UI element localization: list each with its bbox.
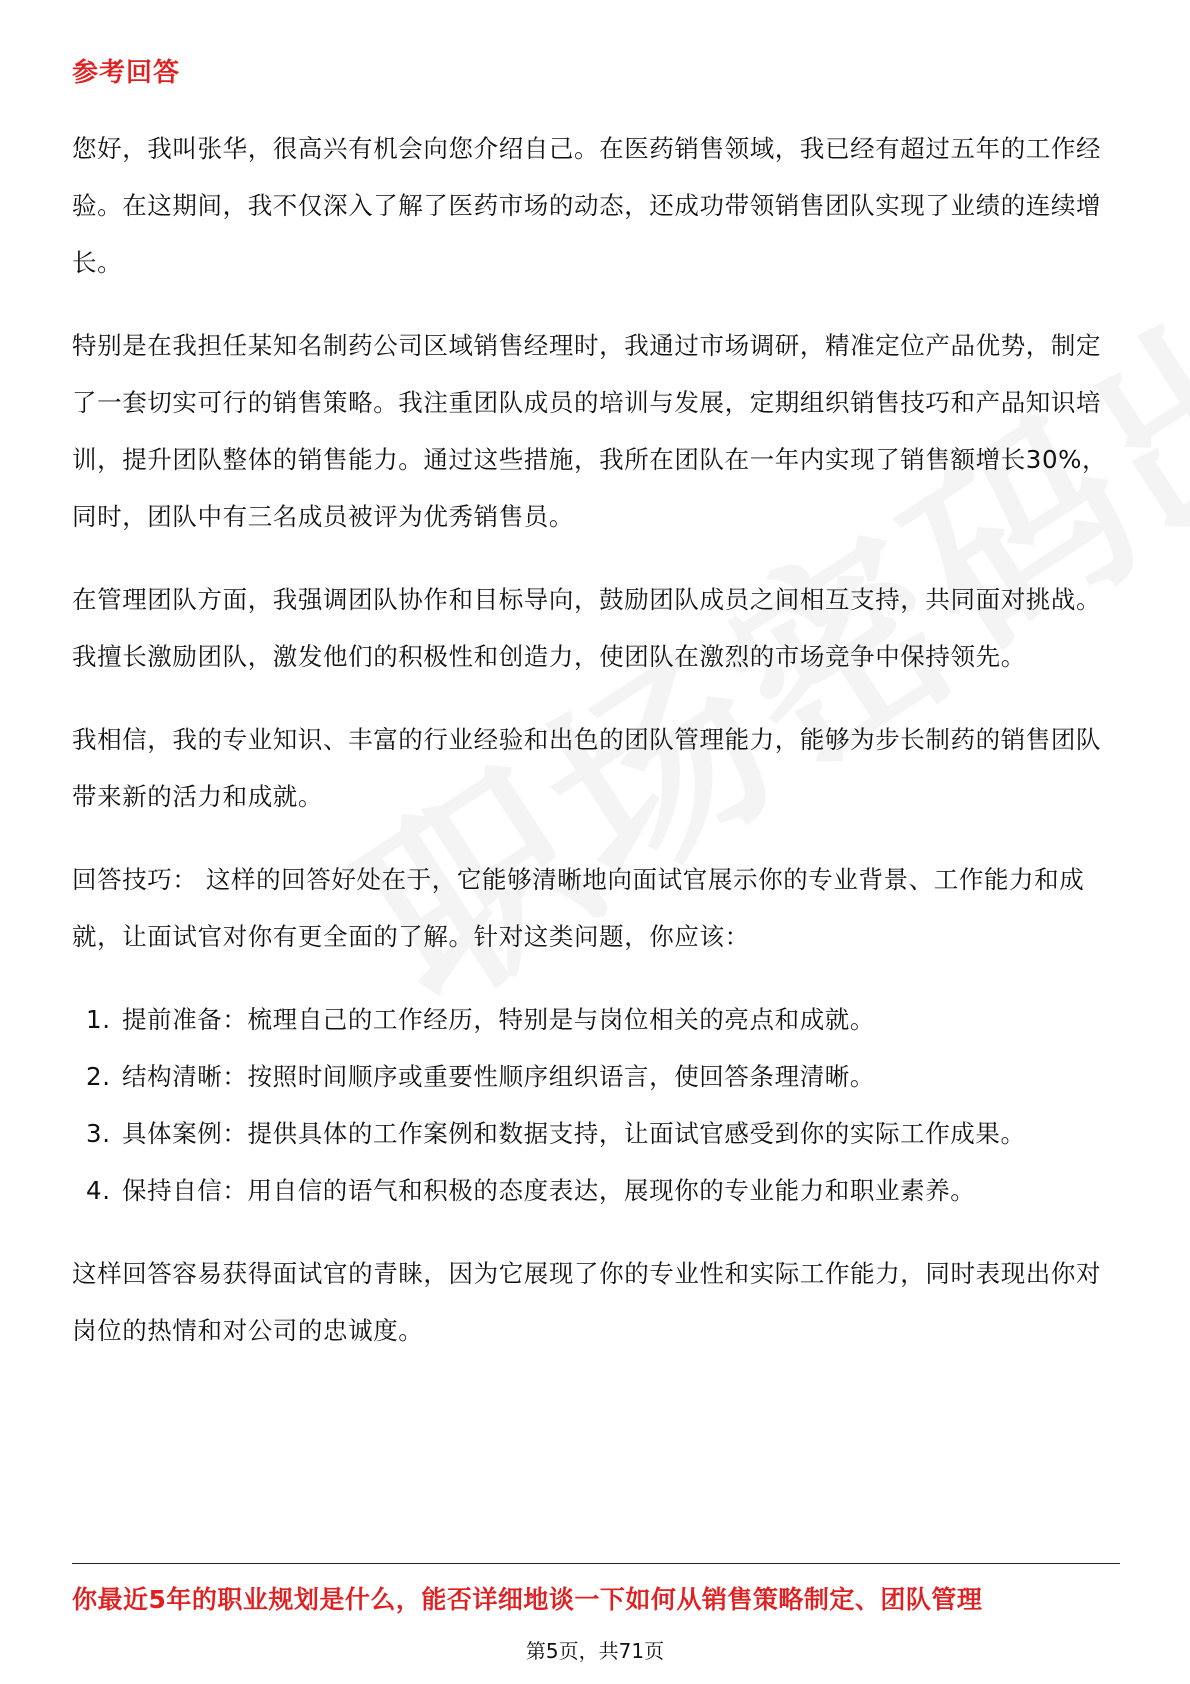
conclusion-paragraph: 我相信，我的专业知识、丰富的行业经验和出色的团队管理能力，能够为步长制药的销售团队带来新的活力和成就。	[72, 725, 1102, 811]
next-question-heading: 你最近5年的职业规划是什么，能否详细地谈一下如何从销售策略制定、团队管理	[72, 1585, 983, 1614]
achievement-paragraph: 特别是在我担任某知名制药公司区域销售经理时，我通过市场调研，精准定位产品优势，制定了一套切实可行的销售策略。我注重团队成员的培训与发展，定期组织销售技巧和产品知识培训，提升团队整体的销售能力。通过这些措施，我所在团队在一年内实现了销售额增长30%，同时，团队中有三名成员被评为优秀销售员。	[72, 331, 1108, 531]
list-item-number: 3.	[86, 1119, 111, 1148]
intro-paragraph: 您好，我叫张华，很高兴有机会向您介绍自己。在医药销售领域，我已经有超过五年的工作经验。在这期间，我不仅深入了解了医药市场的动态，还成功带领销售团队实现了业绩的连续增长。	[72, 134, 1102, 277]
list-item-text: 提前准备：梳理自己的工作经历，特别是与岗位相关的亮点和成就。	[122, 1005, 875, 1034]
list-item	[72, 1105, 1120, 1162]
list-item	[72, 1162, 1120, 1219]
list-item-number: 4.	[86, 1176, 111, 1205]
answer-content	[72, 120, 1120, 1385]
tips-intro-paragraph: 回答技巧： 这样的回答好处在于，它能够清晰地向面试官展示你的专业背景、工作能力和成就，让面试官对你有更全面的了解。针对这类问题，你应该：	[72, 865, 1085, 951]
list-item-text: 结构清晰：按照时间顺序或重要性顺序组织语言，使回答条理清晰。	[122, 1062, 875, 1091]
management-paragraph: 在管理团队方面，我强调团队协作和目标导向，鼓励团队成员之间相互支持，共同面对挑战。我擅长激励团队，激发他们的积极性和创造力，使团队在激烈的市场竞争中保持领先。	[72, 585, 1102, 671]
section-title: 参考回答	[72, 58, 181, 88]
list-item	[72, 1048, 1120, 1105]
list-item-text: 具体案例：提供具体的工作案例和数据支持，让面试官感受到你的实际工作成果。	[122, 1119, 1026, 1148]
section-divider	[72, 1563, 1120, 1564]
list-item-text: 保持自信：用自信的语气和积极的态度表达，展现你的专业能力和职业素养。	[122, 1176, 976, 1205]
list-item	[72, 991, 1120, 1048]
list-item-number: 2.	[86, 1062, 111, 1091]
tips-list	[72, 991, 1120, 1219]
page-number: 第5页，共71页	[525, 1639, 665, 1663]
list-item-number: 1.	[86, 1005, 111, 1034]
closing-paragraph: 这样回答容易获得面试官的青睐，因为它展现了你的专业性和实际工作能力，同时表现出你对岗位的热情和对公司的忠诚度。	[72, 1259, 1102, 1345]
